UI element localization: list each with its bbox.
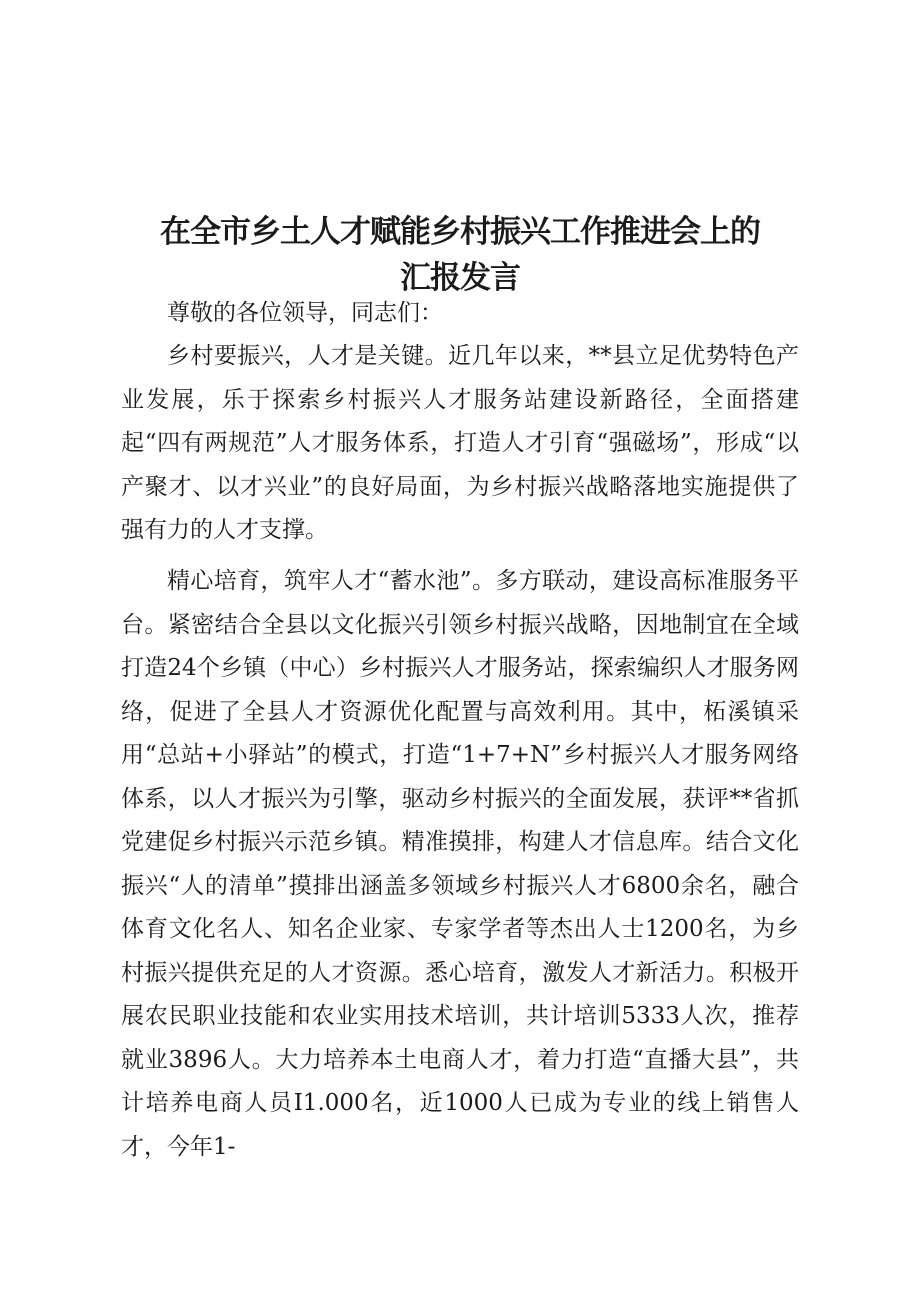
- document-title-line-1: 在全市乡土人才赋能乡村振兴工作推进会上的: [160, 214, 760, 250]
- paragraph-cultivation: 精心培育，筑牢人才“蓄水池”。多方联动，建设高标准服务平台。紧密结合全县以文化振兴引领乡村振兴战略，因地制宜在全域打造24个乡镇（中心）乡村振兴人才服务站，探索编织人才服务网络，促进了全县人才资源优化配置与高效利用。其中，柘溪镇采用“总站+小驿站”的模式，打造“1+7+N”乡村振兴人才服务网络体系，以人才振兴为引擎，驱动乡村振兴的全面发展，获评**省抓党建促乡村振兴示范乡镇。精准摸排，构建人才信息库。结合文化振兴“人的清单”摸排出涵盖多领域乡村振兴人才6800余名，融合体育文化名人、知名企业家、专家学者等杰出人士1200名，为乡村振兴提供充足的人才资源。悉心培育，激发人才新活力。积极开展农民职业技能和农业实用技术培训，共计培训5333人次，推荐就业3896人。大力培养本土电商人才，着力打造“直播大县”，共计培养电商人员I1.000名，近1000人已成为专业的线上销售人才，今年1-: [121, 568, 799, 1160]
- paragraph-intro: 乡村要振兴，人才是关键。近几年以来，**县立足优势特色产业发展，乐于探索乡村振兴人才服务站建设新路径，全面搭建起“四有两规范”人才服务体系，打造人才引育“强磁场”，形成“以产聚才、以才兴业”的良好局面，为乡村振兴战略落地实施提供了强有力的人才支撑。: [121, 343, 799, 543]
- salutation: 尊敬的各位领导，同志们：: [167, 300, 443, 326]
- document-title-line-2: 汇报发言: [400, 260, 520, 296]
